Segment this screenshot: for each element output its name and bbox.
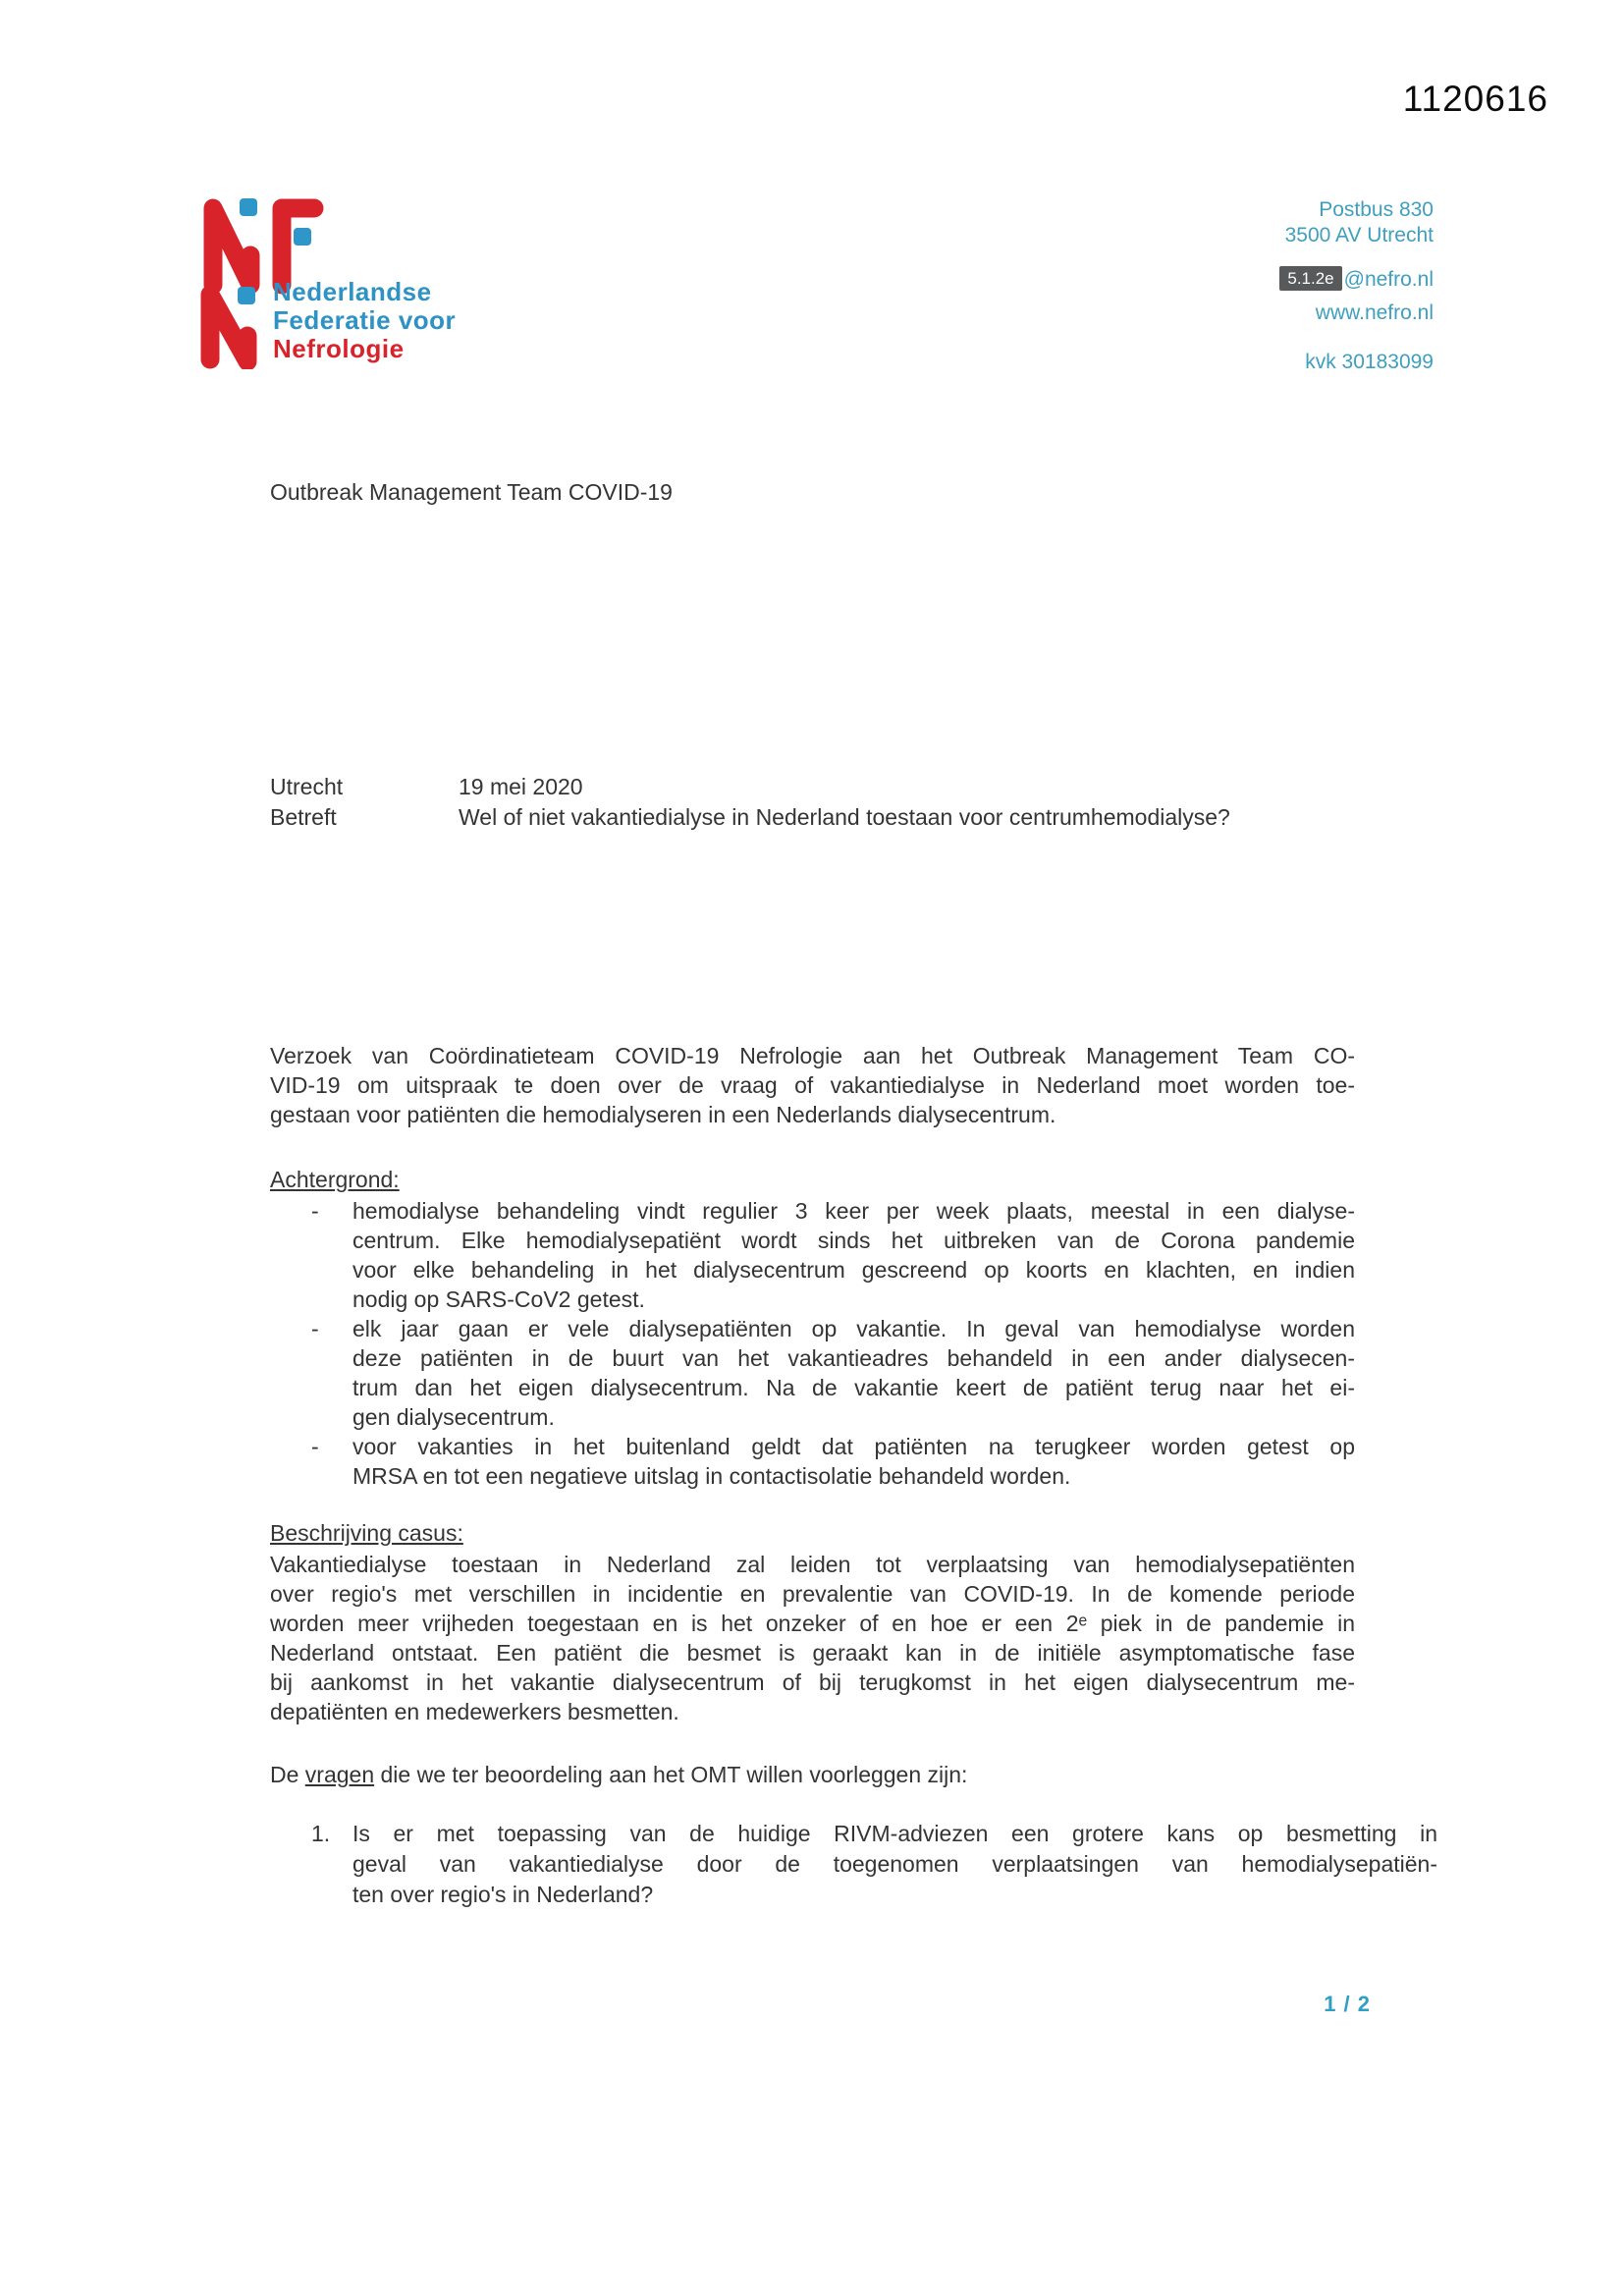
logo-square-n-bottom bbox=[238, 287, 255, 304]
bullet-item bbox=[270, 1196, 1355, 1314]
document-number: 1120616 bbox=[1402, 79, 1548, 119]
question-1 bbox=[270, 1819, 1437, 1910]
redaction-chip: 5.1.2e bbox=[1279, 266, 1341, 291]
vragen-suffix: die we ter beoordeling aan het OMT willen voorleggen zijn: bbox=[374, 1762, 968, 1787]
website: www.nefro.nl bbox=[1315, 301, 1434, 324]
bullet-item bbox=[270, 1432, 1355, 1491]
subject-row bbox=[270, 802, 1230, 833]
intro-paragraph: Verzoek van Coördinatieteam COVID-19 Nefrologie aan het Outbreak Management Team CO- VID-19 om uitspraak te doen over de vraag of vakantiedialyse in Nederland moet worden toe- gestaan voor patiënten die hemodialyseren in een Nederlands dialysecentrum. bbox=[270, 1043, 1355, 1127]
logo-letter-n-top bbox=[213, 208, 250, 285]
question-text: Is er met toepassing van de huidige RIVM-adviezen een grotere kans op besmetting in geval van vakantiedialyse door de toegenomen verplaatsingen van hemodialysepatiën- ten over regio's in Nederland? bbox=[352, 1821, 1437, 1907]
bullet-marker: - bbox=[311, 1198, 319, 1224]
achtergrond-bullet-list bbox=[270, 1196, 1355, 1491]
logo-wordmark-line1: Nederlandse bbox=[273, 277, 432, 306]
bullet-marker: - bbox=[311, 1434, 319, 1459]
email-line bbox=[1279, 266, 1434, 293]
question-number: 1. bbox=[311, 1821, 331, 1846]
logo-square-f bbox=[294, 228, 311, 246]
page-indicator: 1 / 2 bbox=[1324, 1992, 1371, 2016]
logo-letter-n-bottom bbox=[210, 295, 247, 361]
logo-wordmark-line2: Federatie voor bbox=[273, 305, 457, 335]
logo-letter-f bbox=[282, 208, 314, 285]
recipient-line: Outbreak Management Team COVID-19 bbox=[270, 479, 673, 505]
email-suffix: @nefro.nl bbox=[1343, 268, 1434, 291]
bullet-text: voor vakanties in het buitenland geldt dat patiënten na terugkeer worden getest op MRSA en tot een negatieve uitslag in contactisolatie behandeld worden. bbox=[352, 1434, 1355, 1489]
bullet-item bbox=[270, 1314, 1355, 1432]
bullet-text: elk jaar gaan er vele dialysepatiënten op vakantie. In geval van hemodialyse worden deze patiënten in de buurt van het vakantieadres behandeld in een ander dialysecen- trum dan het eigen dialysecentrum. Na de vakantie keert de patiënt terug naar het ei- gen dialysecentrum. bbox=[352, 1316, 1355, 1430]
achtergrond-heading: Achtergrond: bbox=[270, 1167, 400, 1192]
logo-wordmark bbox=[273, 278, 456, 363]
casus-heading: Beschrijving casus: bbox=[270, 1520, 463, 1546]
place-label: Utrecht bbox=[270, 774, 344, 799]
letter-meta bbox=[270, 772, 1230, 833]
casus-paragraph: Vakantiedialyse toestaan in Nederland zal leiden tot verplaatsing van hemodialysepatiënten over regio's met verschillen in incidentie en prevalentie van COVID-19. In de komende periode worden meer vrijheden toegestaan en is het onzeker of en hoe er een 2ᵉ piek in de pandemie in Nederland ontstaat. Een patiënt die besmet is geraakt kan in de initiële asymptomatische fase bij aankomst in het vakantie dialysecentrum of bij terugkomst in het eigen dialysecentrum me- depatiënten en medewerkers besmetten. bbox=[270, 1552, 1355, 1724]
logo-square-n-top bbox=[240, 198, 257, 216]
vragen-sentence bbox=[270, 1760, 1355, 1789]
subject-label: Betreft bbox=[270, 804, 337, 830]
bullet-text: hemodialyse behandeling vindt regulier 3 keer per week plaats, meestal in een dialyse- centrum. Elke hemodialysepatiënt wordt sinds het uitbreken van de Corona pandemie voor elke behandeling in het dialysecentrum gescreend op koorts en klachten, en indien nodig op SARS-CoV2 getest. bbox=[352, 1198, 1355, 1312]
date-value: 19 mei 2020 bbox=[459, 774, 583, 799]
bullet-marker: - bbox=[311, 1316, 319, 1341]
kvk-number: kvk 30183099 bbox=[1305, 351, 1434, 373]
vragen-word: vragen bbox=[304, 1762, 375, 1787]
contact-block bbox=[1279, 197, 1434, 375]
date-row bbox=[270, 772, 1230, 802]
logo-wordmark-line3: Nefrologie bbox=[273, 334, 405, 363]
postal-address-line2: 3500 AV Utrecht bbox=[1284, 224, 1434, 246]
postal-address-line1: Postbus 830 bbox=[1319, 198, 1434, 221]
subject-value: Wel of niet vakantiedialyse in Nederland toestaan voor centrumhemodialyse? bbox=[459, 804, 1230, 830]
vragen-prefix: De bbox=[270, 1762, 305, 1787]
